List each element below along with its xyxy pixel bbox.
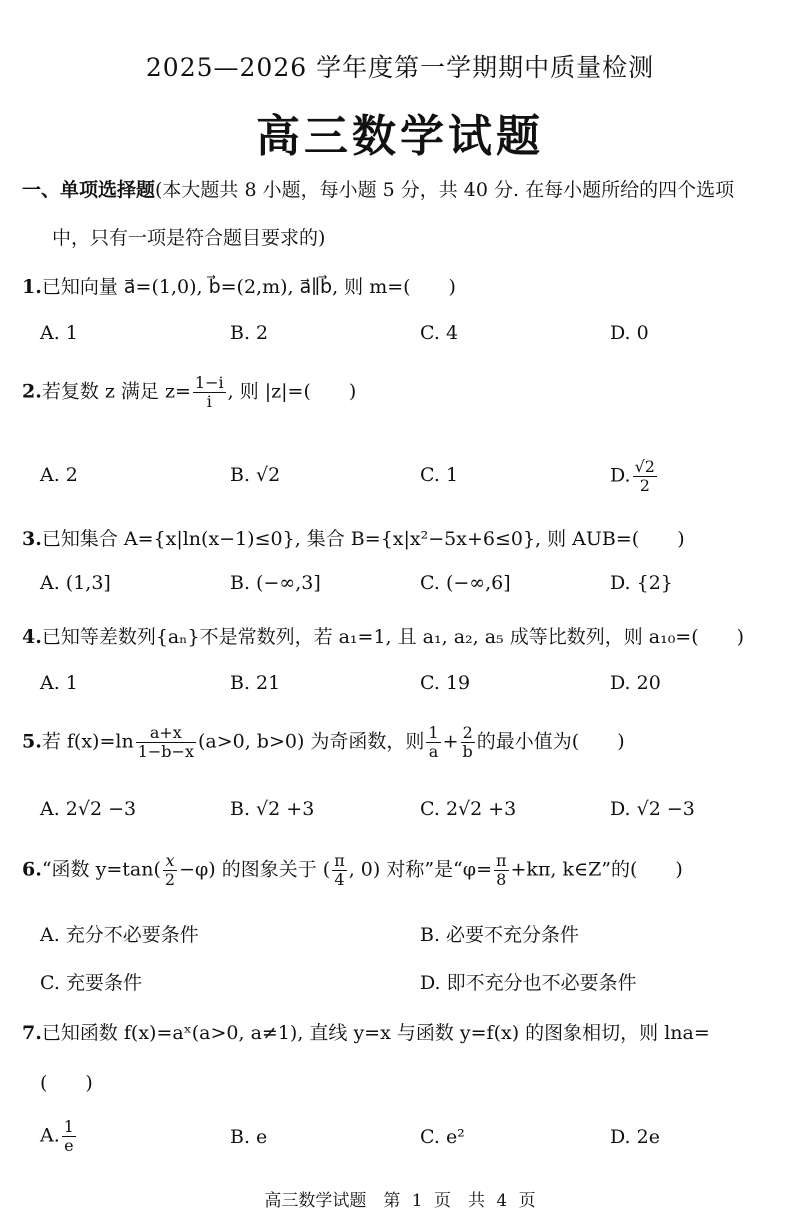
question-5-options [40,798,780,828]
section-label: 一、单项选择题 [22,179,156,201]
question-3-options [40,572,780,602]
question-6-options-row2 [40,968,780,998]
question-4 [22,622,782,649]
option-a: A. 充分不必要条件 [40,924,199,946]
exam-title: 高三数学试题 [256,111,544,162]
question-4-options [40,672,780,702]
question-3 [22,524,782,551]
question-text-mid: (a>0, b>0) 为奇函数，则 [197,730,425,753]
question-number: 5. [22,730,42,753]
fraction-numerator: π [334,851,345,870]
question-text: 已知函数 f(x)=aˣ(a>0, a≠1), 直线 y=x 与函数 y=f(x) 的图象相切，则 lna= [41,1022,710,1044]
question-7 [22,1018,782,1045]
option-c: C. 1 [420,464,459,486]
fraction-numerator: 2 [461,724,475,743]
fraction-numerator: 1−i [194,373,224,392]
option-d: D. 20 [610,672,661,694]
section-desc-2: 中，只有一项是符合题目要求的) [52,227,326,249]
option-a: A. (1,3] [40,572,111,594]
fraction-denominator: b [462,742,473,761]
question-text: 已知向量 a⃗=(1,0), b⃗=(2,m), a⃗∥b⃗, 则 m=( ) [41,276,456,298]
option-c: C. 充要条件 [40,972,142,994]
option-c: C. 4 [420,322,459,344]
fraction [332,852,347,889]
option-c: C. 19 [420,672,471,694]
fraction [494,852,509,889]
fraction-denominator: e [64,1136,74,1155]
question-number: 1. [22,276,42,298]
fraction-denominator: 2 [164,870,176,889]
question-text: 已知集合 A={x|ln(x−1)≤0}, 集合 B={x|x²−5x+6≤0}, 则 AUB=( ) [41,528,685,550]
fraction-numerator: a+x [136,724,196,743]
fraction-numerator: x [163,852,177,871]
option-d: D. √2 −3 [610,798,695,820]
option-b: B. √2 +3 [230,798,315,820]
section-desc-1: (本大题共 8 小题，每小题 5 分，共 40 分. 在每小题所给的四个选项 [155,179,735,201]
question-7-options [40,1118,780,1158]
option-a: A. 1 [40,322,78,344]
fraction-numerator: π [496,851,507,870]
fraction-denominator: 2 [639,476,650,495]
question-number: 2. [22,380,42,403]
option-c: C. e² [420,1126,465,1148]
option-d: D. 即不充分也不必要条件 [420,972,637,994]
fraction [62,1118,76,1155]
question-text-mid1: −φ) 的图象关于 ( [179,858,331,881]
question-text-pre: 若复数 z 满足 z= [41,380,191,403]
option-b: B. √2 [230,464,281,486]
fraction [633,458,657,495]
question-6-options-row1 [40,920,780,950]
fraction-denominator: 8 [496,870,507,889]
question-text: 已知等差数列{aₙ}不是常数列，若 a₁=1, 且 a₁, a₂, a₅ 成等比数列，则 a₁₀=( ) [41,626,745,648]
question-1 [22,272,782,299]
question-5 [22,724,782,761]
fraction-numerator: 1 [428,723,439,742]
option-a: A. 2 [40,464,78,486]
question-text-post: , 则 |z|=( ) [227,380,357,403]
fraction [426,724,440,761]
question-2 [22,374,782,411]
fraction [136,724,196,761]
fraction-denominator: a [428,742,439,761]
question-1-options [40,322,780,352]
question-6 [22,852,782,889]
question-number: 4. [22,626,42,648]
option-a [40,1118,78,1155]
option-d-label: D. [610,464,631,487]
option-c: C. 2√2 +3 [420,798,517,820]
option-a: A. 1 [40,672,78,694]
question-text-pre: “函数 y=tan( [41,858,161,881]
option-a-label: A. [40,1124,60,1147]
question-number: 6. [22,858,42,881]
option-b: B. 2 [230,322,269,344]
question-text-post: +kπ, k∈Z”的( ) [510,858,683,881]
fraction [193,374,226,411]
question-2-options [40,458,780,498]
fraction-denominator: i [206,392,212,411]
option-c: C. (−∞,6] [420,572,511,594]
option-b: B. e [230,1126,268,1148]
question-number: 7. [22,1022,42,1044]
question-number: 3. [22,528,42,550]
question-7-paren: ( ) [40,1072,93,1094]
option-b: B. (−∞,3] [230,572,321,594]
question-text-mid2: , 0) 对称”是“φ= [348,858,492,881]
option-d: D. {2} [610,572,673,594]
option-d [610,458,659,495]
option-a: A. 2√2 −3 [40,798,137,820]
plus-sign: + [442,730,459,753]
fraction-denominator: 1−b−x [137,742,194,761]
section-heading [22,176,784,204]
question-text-post: 的最小值为( ) [476,730,625,753]
option-b: B. 必要不充分条件 [420,924,580,946]
question-text-pre: 若 f(x)=ln [41,730,134,753]
page-footer: 高三数学试题 第 1 页 共 4 页 [264,1191,536,1211]
exam-subtitle: 2025—2026 学年度第一学期期中质量检测 [145,53,655,82]
option-b: B. 21 [230,672,281,694]
option-d: D. 0 [610,322,649,344]
fraction-numerator: √2 [634,457,655,476]
fraction [163,852,177,889]
option-d: D. 2e [610,1126,660,1148]
fraction-numerator: 1 [63,1117,74,1136]
fraction-denominator: 4 [334,870,345,889]
fraction [461,724,475,761]
